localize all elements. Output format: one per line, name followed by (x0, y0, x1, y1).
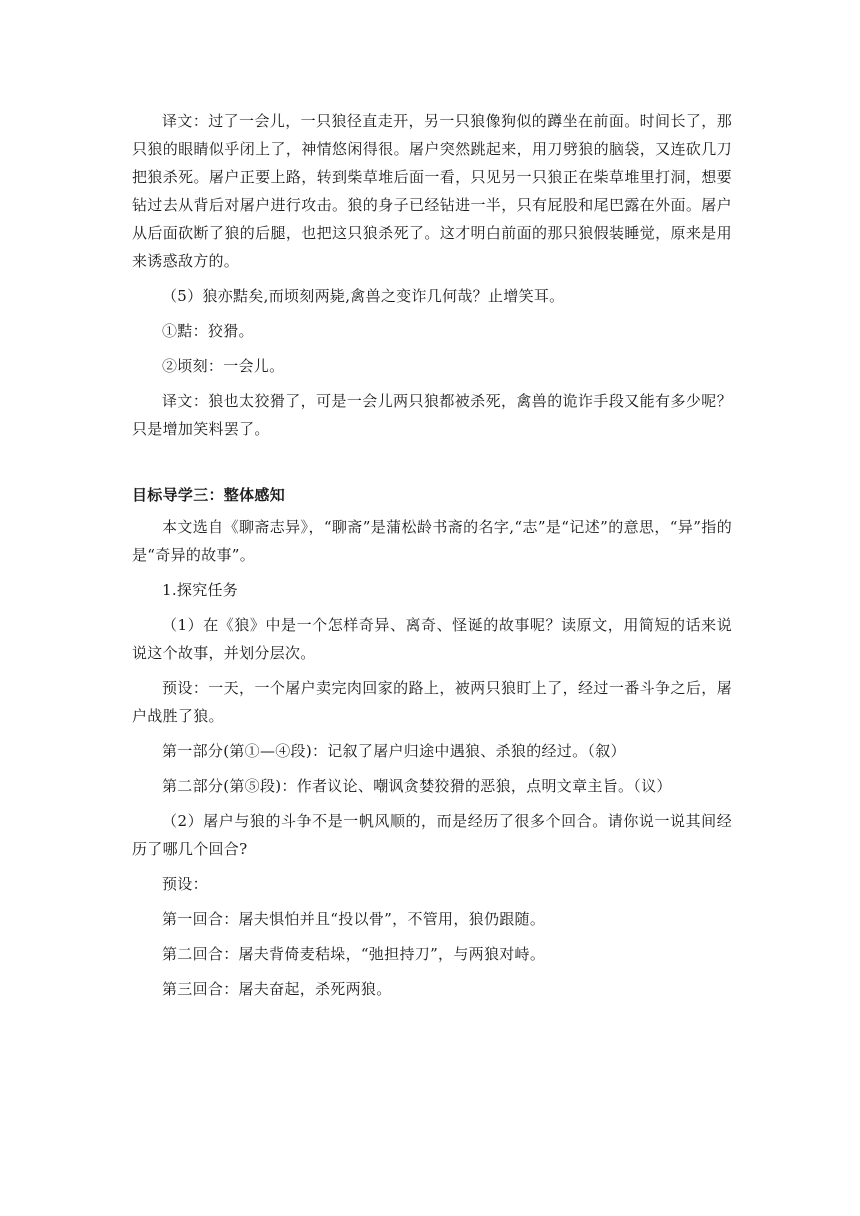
translation-paragraph-1: 译文：过了一会儿，一只狼径直走开，另一只狼像狗似的蹲坐在前面。时间长了，那只狼的眼睛似乎闭上了，神情悠闲得很。屠户突然跳起来，用刀劈狼的脑袋，又连砍几刀把狼杀死。屠户正要上路，转到柴草堆后面一看，只见另一只狼正在柴草堆里打洞，想要钻过去从背后对屠户进行攻击。狼的身子已经钻进一半，只有屁股和尾巴露在外面。屠户从后面砍断了狼的后腿，也把这只狼杀死了。这才明白前面的那只狼假装睡觉，原来是用来诱惑敌方的。 (132, 112, 732, 270)
round-2: 第二回合：屠夫背倚麦秸垛，“弛担持刀”，与两狼对峙。 (162, 945, 546, 963)
original-text-5: （5）狼亦黠矣,而顷刻两毙,禽兽之变诈几何哉？止增笑耳。 (162, 287, 565, 305)
answer-1: 预设：一天，一个屠户卖完肉回家的路上，被两只狼盯上了，经过一番斗争之后，屠户战胜了狼。 (132, 679, 732, 725)
part-1: 第一部分(第①—④段)：记叙了屠户归途中遇狼、杀狼的经过。（叙） (162, 742, 626, 760)
annotation-1: ①黠：狡猾。 (162, 322, 254, 340)
task-title: 1.探究任务 (162, 581, 239, 599)
round-3: 第三回合：屠夫奋起，杀死两狼。 (162, 980, 392, 998)
round-1: 第一回合：屠夫惧怕并且“投以骨”，不管用，狼仍跟随。 (162, 910, 546, 928)
document-content (132, 107, 732, 1010)
section-intro: 本文选自《聊斋志异》，“聊斋”是蒲松龄书斋的名字,“志”是“记述”的意思，“异”指的是“奇异的故事”。 (132, 518, 732, 564)
question-1: （1）在《狼》中是一个怎样奇异、离奇、怪诞的故事呢？读原文，用简短的话来说说这个故事，并划分层次。 (132, 616, 732, 662)
part-2: 第二部分(第⑤段)：作者议论、嘲讽贪婪狡猾的恶狼，点明文章主旨。（议） (162, 777, 672, 795)
section-heading: 目标导学三：整体感知 (132, 486, 286, 504)
annotation-2: ②顷刻：一会儿。 (162, 357, 285, 375)
question-2: （2）屠户与狼的斗争不是一帆风顺的，而是经历了很多个回合。请你说一说其间经历了哪几个回合? (132, 812, 732, 858)
translation-paragraph-2: 译文：狼也太狡猾了，可是一会儿两只狼都被杀死，禽兽的诡诈手段又能有多少呢？只是增加笑料罢了。 (132, 392, 732, 438)
preset-label: 预设： (162, 875, 208, 893)
